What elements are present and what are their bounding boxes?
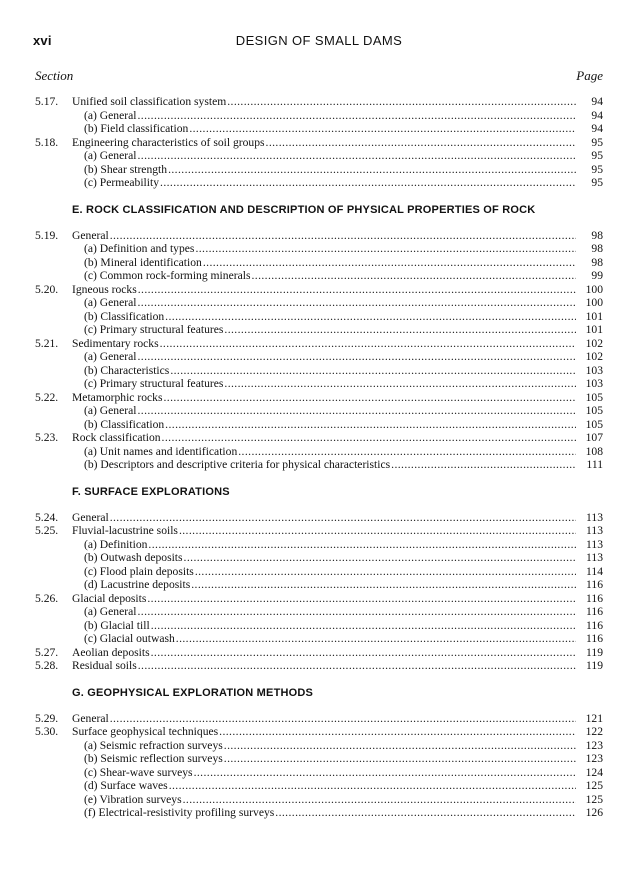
page-number: 126	[585, 806, 603, 819]
toc-subentry	[0, 458, 638, 472]
entry-line	[84, 404, 576, 418]
entry-line	[84, 377, 576, 391]
entry-line	[72, 725, 576, 739]
dot-leader	[163, 391, 576, 405]
entry-line	[72, 95, 576, 109]
page-number: 105	[585, 417, 603, 431]
page-number: 116	[586, 605, 603, 618]
page-number: 102	[585, 350, 603, 363]
page-number: 113	[586, 551, 603, 564]
toc-subentry	[0, 149, 638, 163]
dot-leader	[227, 95, 576, 109]
dot-leader	[138, 283, 576, 297]
entry-title: (b) Shear strength	[84, 162, 168, 176]
entry-line	[84, 296, 576, 310]
page-column-label: Page	[576, 68, 603, 83]
entry-title: (d) Lacustrine deposits	[84, 578, 191, 591]
entry-title: General	[72, 228, 109, 242]
entry-title: (b) Field classification	[84, 122, 189, 135]
entry-line	[72, 659, 576, 673]
page-number: 124	[585, 765, 603, 779]
entry-line	[72, 524, 576, 538]
page-number: 94	[591, 108, 603, 122]
dot-leader	[137, 404, 576, 418]
entry-line	[84, 310, 576, 324]
toc-subentry	[0, 766, 638, 780]
entry-line	[72, 229, 576, 243]
toc-entry	[0, 712, 638, 726]
entry-line	[72, 592, 576, 606]
entry-line	[72, 431, 576, 445]
toc-subentry	[0, 578, 638, 592]
entry-line	[84, 806, 576, 820]
entry-title: (e) Vibration surveys	[84, 792, 182, 806]
entry-line	[84, 445, 576, 459]
toc-entry	[0, 283, 638, 297]
dot-leader	[138, 659, 576, 673]
page-number: 121	[585, 711, 603, 725]
entry-line	[84, 752, 576, 766]
dot-leader	[148, 538, 576, 552]
entry-line	[84, 793, 576, 807]
section-number: 5.27.	[35, 645, 59, 659]
entry-line	[84, 779, 576, 793]
toc-entry	[0, 659, 638, 673]
entry-title: General	[72, 711, 109, 725]
section-number: 5.26.	[35, 591, 59, 605]
toc-entry	[0, 592, 638, 606]
dot-leader	[110, 229, 576, 243]
dot-leader	[224, 323, 576, 337]
dot-leader	[162, 431, 576, 445]
entry-line	[84, 109, 576, 123]
dot-leader	[219, 725, 576, 739]
dot-leader	[160, 176, 576, 190]
dot-leader	[195, 242, 576, 256]
page-number: 95	[591, 162, 603, 176]
entry-title: Residual soils	[72, 659, 137, 672]
dot-leader	[160, 337, 576, 351]
dot-leader	[137, 605, 576, 619]
entry-line	[84, 122, 576, 136]
toc-entry	[0, 725, 638, 739]
section-heading-text: F. SURFACE EXPLORATIONS	[72, 485, 230, 498]
page-number: 113	[586, 524, 603, 537]
toc-subentry	[0, 163, 638, 177]
toc-entry	[0, 136, 638, 150]
entry-line	[84, 149, 576, 163]
entry-line	[84, 364, 576, 378]
entry-title: General	[72, 510, 109, 524]
entry-title: (c) Glacial outwash	[84, 632, 175, 645]
dot-leader	[224, 377, 576, 391]
page-folio: xvi	[33, 33, 52, 48]
entry-title: (c) Primary structural features	[84, 377, 224, 390]
entry-title: (a) General	[84, 149, 137, 162]
entry-title: (b) Outwash deposits	[84, 551, 183, 564]
page-number: 113	[586, 510, 603, 524]
page-number: 123	[585, 752, 603, 765]
entry-title: Engineering characteristics of soil groups	[72, 135, 265, 149]
section-number: 5.28.	[35, 659, 59, 672]
entry-title: (b) Classification	[84, 417, 165, 431]
section-heading	[0, 201, 638, 219]
toc-subentry	[0, 122, 638, 136]
entry-line	[72, 712, 576, 726]
entry-line	[72, 391, 576, 405]
dot-leader	[168, 163, 576, 177]
entry-title: (a) General	[84, 350, 137, 363]
toc-subentry	[0, 109, 638, 123]
section-number: 5.17.	[35, 95, 59, 108]
entry-line	[84, 578, 576, 592]
toc-entry	[0, 229, 638, 243]
page-number: 100	[585, 296, 603, 309]
dot-leader	[137, 149, 576, 163]
entry-title: (b) Seismic reflection surveys	[84, 752, 223, 765]
page-number: 119	[586, 659, 603, 672]
toc-subentry	[0, 739, 638, 753]
table-of-contents	[0, 95, 638, 820]
entry-line	[84, 739, 576, 753]
entry-title: (a) Definition	[84, 537, 148, 551]
dot-leader	[238, 445, 576, 459]
toc-entry	[0, 391, 638, 405]
entry-line	[72, 646, 576, 660]
page-number: 95	[591, 135, 603, 149]
toc-subentry	[0, 418, 638, 432]
dot-leader	[194, 766, 576, 780]
page-number: 99	[591, 269, 603, 282]
entry-title: (a) Seismic refraction surveys	[84, 738, 223, 752]
entry-line	[72, 337, 576, 351]
section-heading-text: E. ROCK CLASSIFICATION AND DESCRIPTION OF PHYSICAL PROPERTIES OF ROCK	[72, 203, 536, 216]
entry-title: (b) Classification	[84, 309, 165, 323]
dot-leader	[224, 752, 576, 766]
toc-entry	[0, 431, 638, 445]
entry-line	[84, 538, 576, 552]
entry-line	[84, 269, 576, 283]
entry-line	[84, 176, 576, 190]
entry-line	[84, 766, 576, 780]
entry-line	[84, 350, 576, 364]
toc-subentry	[0, 605, 638, 619]
toc-subentry	[0, 779, 638, 793]
toc-subentry	[0, 323, 638, 337]
section-number: 5.22.	[35, 390, 59, 404]
dot-leader	[191, 578, 576, 592]
toc-subentry	[0, 806, 638, 820]
entry-line	[84, 418, 576, 432]
toc-subentry	[0, 445, 638, 459]
toc-subentry	[0, 350, 638, 364]
entry-title: Metamorphic rocks	[72, 390, 163, 404]
dot-leader	[203, 256, 576, 270]
toc-subentry	[0, 565, 638, 579]
entry-title: (a) General	[84, 404, 137, 417]
entry-title: Igneous rocks	[72, 282, 137, 296]
entry-line	[84, 323, 576, 337]
entry-title: (d) Surface waves	[84, 779, 168, 792]
section-number: 5.24.	[35, 510, 59, 524]
dot-leader	[110, 712, 576, 726]
entry-title: Aeolian deposits	[72, 645, 150, 659]
dot-leader	[110, 511, 576, 525]
entry-line	[84, 242, 576, 256]
entry-title: Sedimentary rocks	[72, 336, 159, 350]
entry-title: (f) Electrical-resistivity profiling surveys	[84, 806, 275, 819]
entry-title: Glacial deposits	[72, 591, 147, 605]
section-number: 5.20.	[35, 282, 59, 296]
page-number: 102	[585, 336, 603, 350]
dot-leader	[391, 458, 576, 472]
entry-line	[84, 619, 576, 633]
section-number: 5.23.	[35, 431, 59, 444]
page-number: 116	[586, 591, 603, 605]
page-number: 95	[591, 149, 603, 162]
toc-entry	[0, 337, 638, 351]
section-column-label: Section	[35, 68, 74, 83]
section-heading	[0, 684, 638, 702]
page-number: 123	[585, 738, 603, 752]
page-number: 101	[585, 309, 603, 323]
entry-title: (a) General	[84, 108, 137, 122]
page-number: 116	[586, 618, 603, 632]
dot-leader	[224, 739, 576, 753]
entry-title: (a) General	[84, 605, 137, 618]
entry-title: Rock classification	[72, 431, 161, 444]
dot-leader	[147, 592, 576, 606]
dot-leader	[183, 793, 576, 807]
page-number: 100	[585, 282, 603, 296]
dot-leader	[165, 418, 576, 432]
toc-entry	[0, 95, 638, 109]
toc-entry	[0, 511, 638, 525]
entry-title: Fluvial-lacustrine soils	[72, 524, 178, 537]
entry-line	[84, 605, 576, 619]
entry-line	[84, 632, 576, 646]
dot-leader	[275, 806, 576, 820]
entry-line	[72, 283, 576, 297]
entry-title: (a) Definition and types	[84, 242, 195, 255]
page-number: 105	[585, 390, 603, 404]
dot-leader	[137, 350, 576, 364]
section-number: 5.30.	[35, 725, 59, 738]
toc-entry	[0, 646, 638, 660]
page-number: 116	[586, 632, 603, 645]
toc-subentry	[0, 269, 638, 283]
section-number: 5.25.	[35, 524, 59, 537]
page-number: 98	[591, 228, 603, 242]
entry-line	[72, 511, 576, 525]
entry-line	[72, 136, 576, 150]
toc-subentry	[0, 377, 638, 391]
page-number: 108	[585, 444, 603, 458]
dot-leader	[195, 565, 576, 579]
toc-subentry	[0, 176, 638, 190]
section-heading	[0, 483, 638, 501]
section-heading-text: G. GEOPHYSICAL EXPLORATION METHODS	[72, 686, 314, 699]
page-number: 113	[586, 537, 603, 551]
page-number: 98	[591, 255, 603, 269]
dot-leader	[251, 269, 576, 283]
entry-title: Surface geophysical techniques	[72, 725, 219, 738]
entry-title: Unified soil classification system	[72, 95, 227, 108]
entry-title: (a) General	[84, 296, 137, 309]
toc-subentry	[0, 256, 638, 270]
dot-leader	[137, 109, 576, 123]
toc-entry	[0, 524, 638, 538]
entry-title: (c) Shear-wave surveys	[84, 765, 193, 779]
section-number: 5.19.	[35, 228, 59, 242]
dot-leader	[137, 296, 576, 310]
page-number: 101	[585, 323, 603, 336]
entry-title: (b) Glacial till	[84, 618, 150, 632]
page-number: 125	[585, 779, 603, 792]
page-number: 98	[591, 242, 603, 255]
toc-subentry	[0, 404, 638, 418]
section-number: 5.21.	[35, 336, 59, 350]
page-number: 103	[585, 377, 603, 390]
page-number: 94	[591, 95, 603, 108]
page-number: 94	[591, 122, 603, 135]
page-number: 116	[586, 578, 603, 591]
dot-leader	[184, 551, 576, 565]
entry-line	[84, 163, 576, 177]
entry-title: (c) Primary structural features	[84, 323, 224, 336]
entry-line	[84, 551, 576, 565]
entry-line	[84, 565, 576, 579]
entry-title: (c) Common rock-forming minerals	[84, 269, 251, 282]
dot-leader	[266, 136, 576, 150]
toc-subentry	[0, 538, 638, 552]
page-number: 107	[585, 431, 603, 444]
page-number: 122	[585, 725, 603, 738]
toc-subentry	[0, 632, 638, 646]
entry-title: (b) Mineral identification	[84, 255, 202, 269]
entry-title: (b) Characteristics	[84, 363, 170, 377]
dot-leader	[179, 524, 576, 538]
entry-title: (a) Unit names and identification	[84, 444, 238, 458]
page-number: 103	[585, 363, 603, 377]
dot-leader	[165, 310, 576, 324]
dot-leader	[151, 646, 576, 660]
page-number: 119	[586, 645, 603, 659]
dot-leader	[176, 632, 576, 646]
entry-title: (b) Descriptors and descriptive criteria for physical characteristics	[84, 458, 391, 471]
section-number: 5.18.	[35, 135, 59, 149]
dot-leader	[151, 619, 576, 633]
dot-leader	[169, 779, 576, 793]
section-number: 5.29.	[35, 711, 59, 725]
entry-line	[84, 458, 576, 472]
page-number: 95	[591, 176, 603, 189]
page-number: 125	[585, 792, 603, 806]
page-number: 114	[586, 564, 603, 578]
entry-title: (c) Flood plain deposits	[84, 564, 194, 578]
dot-leader	[170, 364, 576, 378]
toc-subentry	[0, 296, 638, 310]
page-number: 105	[585, 404, 603, 417]
running-title: DESIGN OF SMALL DAMS	[235, 33, 403, 48]
entry-title: (c) Permeability	[84, 176, 160, 189]
toc-subentry	[0, 752, 638, 766]
toc-subentry	[0, 364, 638, 378]
dot-leader	[189, 122, 576, 136]
entry-line	[84, 256, 576, 270]
toc-subentry	[0, 793, 638, 807]
toc-subentry	[0, 310, 638, 324]
page-number: 111	[586, 458, 603, 471]
toc-subentry	[0, 551, 638, 565]
toc-subentry	[0, 242, 638, 256]
toc-subentry	[0, 619, 638, 633]
